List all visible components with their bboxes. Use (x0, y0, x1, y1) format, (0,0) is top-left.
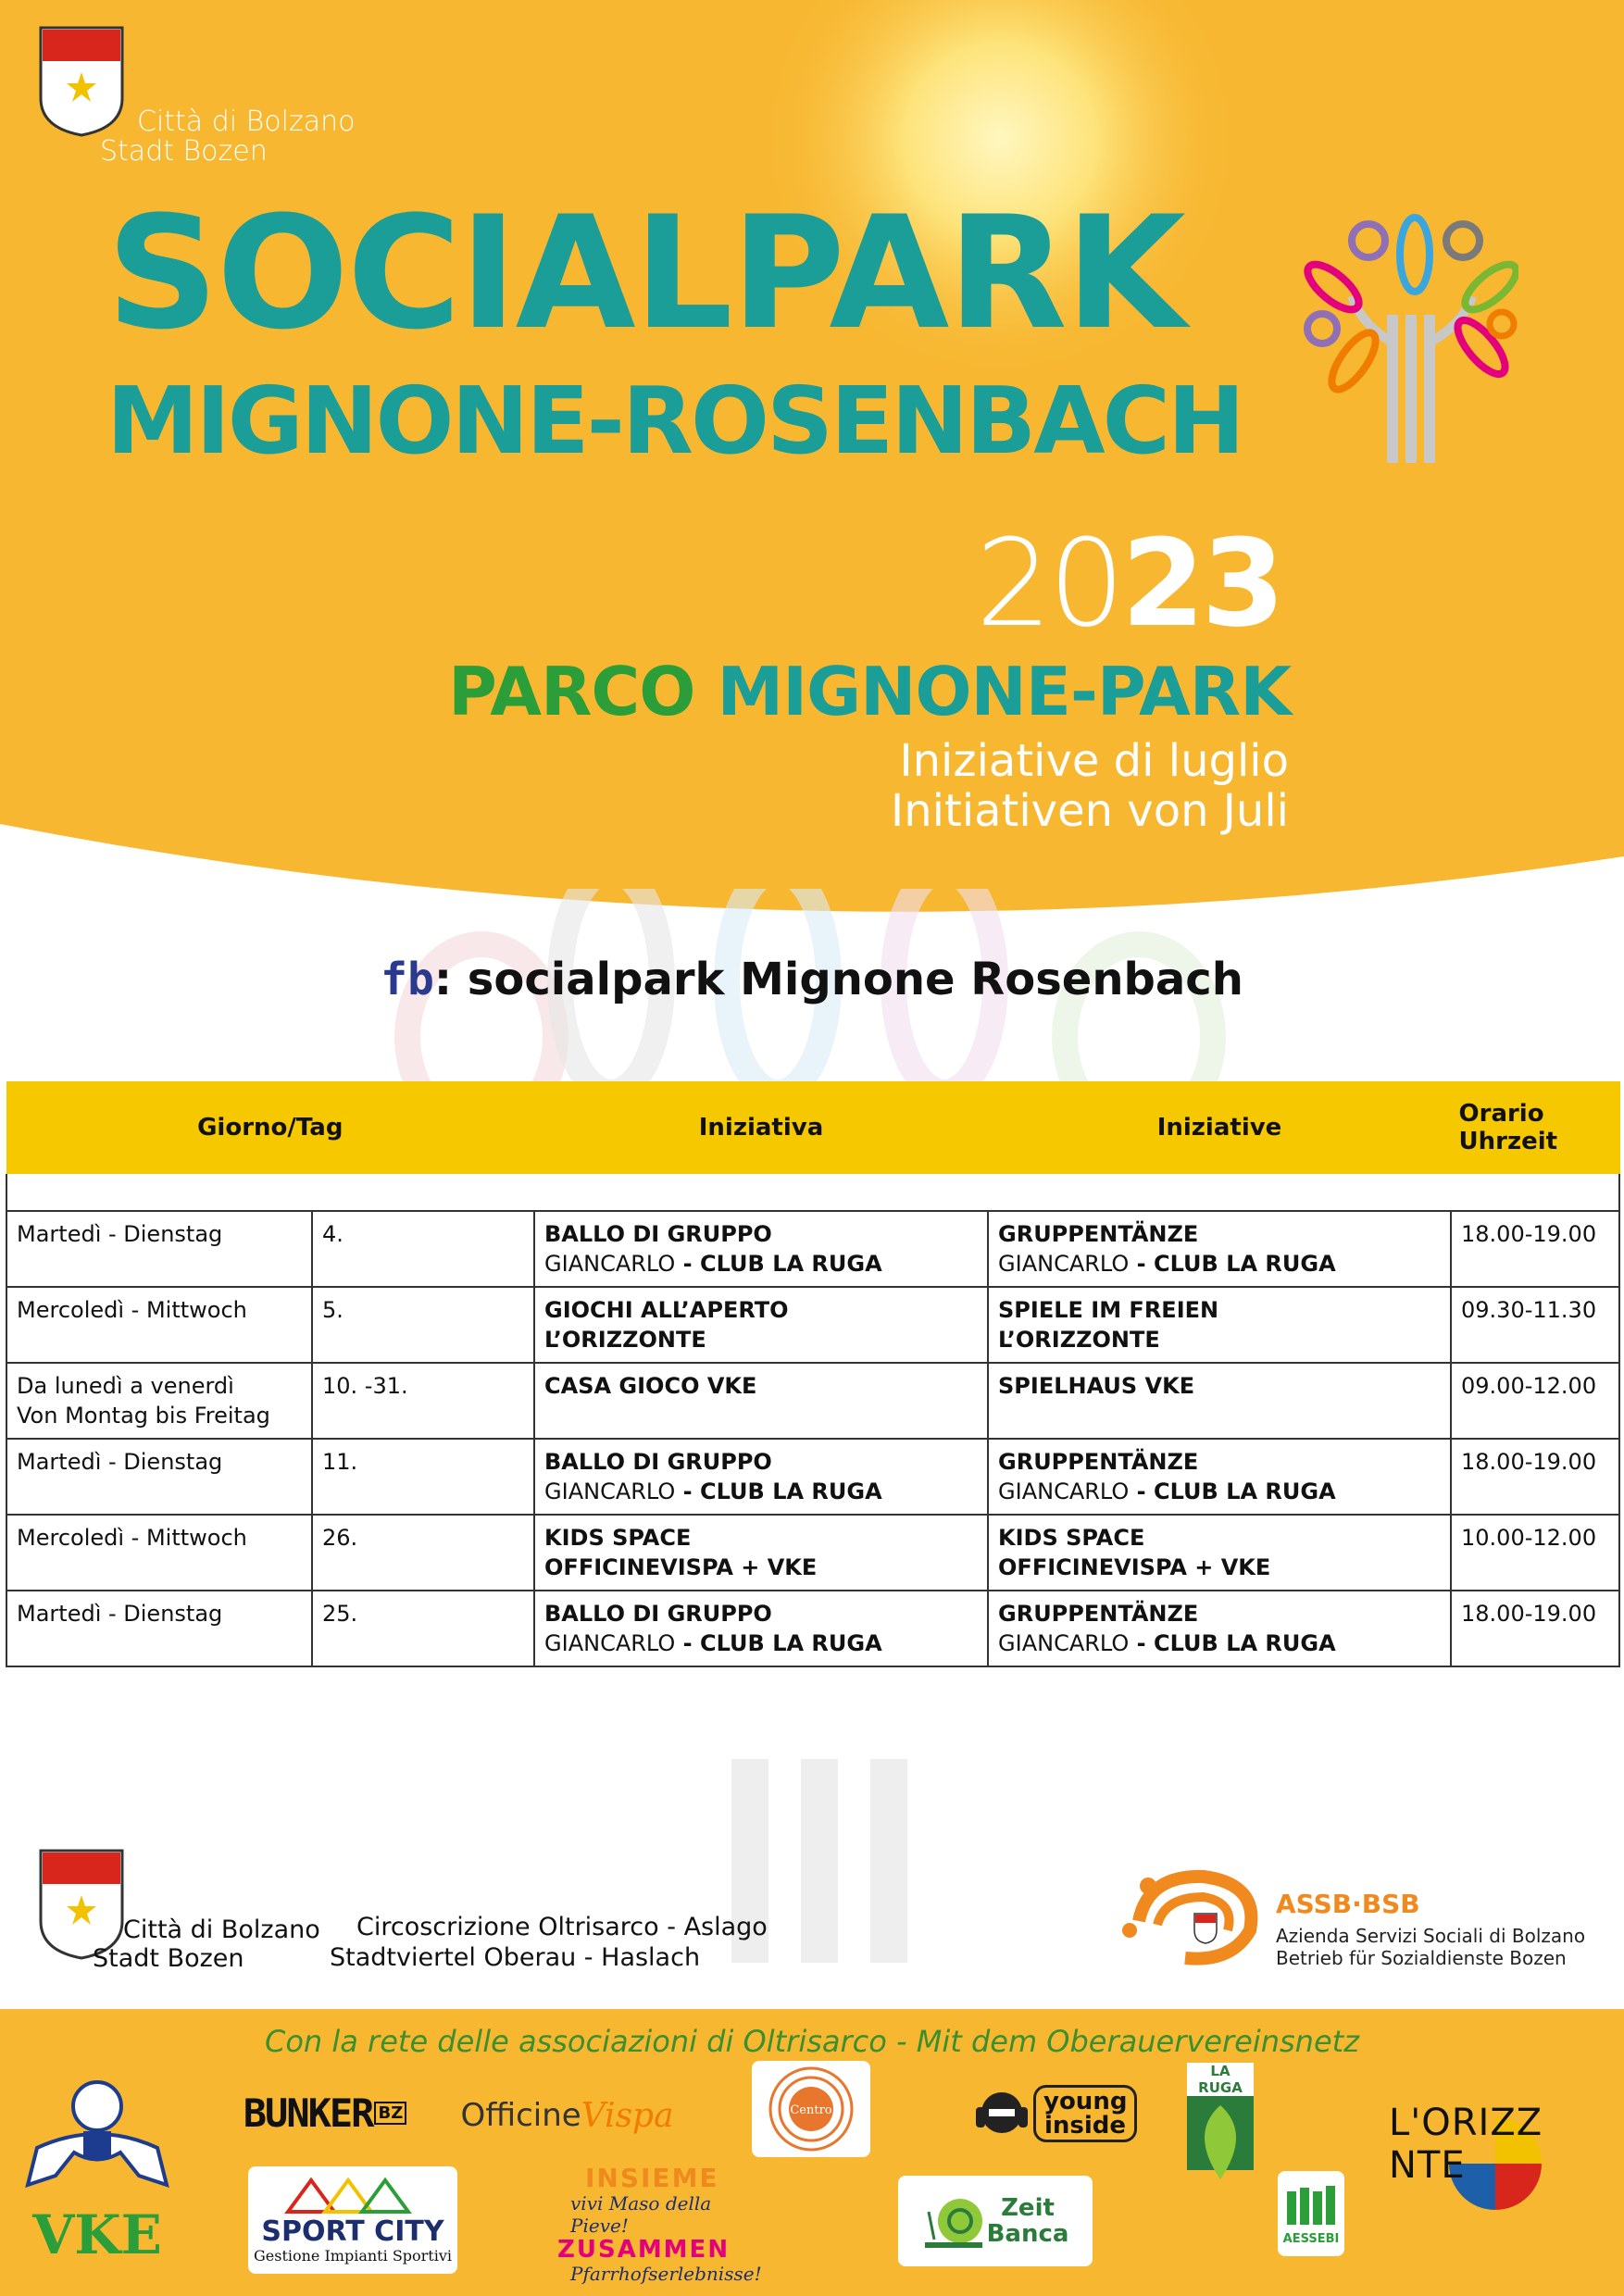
cell-initiative-it: KIDS SPACE OFFICINEVISPA + VKE (534, 1515, 988, 1591)
cell-date: 5. (312, 1287, 534, 1363)
cell-initiative-de: GRUPPENTÄNZE GIANCARLO - CLUB LA RUGA (988, 1591, 1451, 1666)
cell-day: Mercoledì - Mittwoch (6, 1515, 312, 1591)
header-day: Giorno/Tag (6, 1081, 534, 1174)
table-row (6, 1211, 1619, 1287)
socialpark-tree-logo-icon (1296, 213, 1518, 463)
header-city-de: Stadt Bozen (100, 135, 268, 168)
cell-date: 4. (312, 1211, 534, 1287)
centro-circles-icon (760, 2065, 862, 2153)
header-initiative-it: Iniziativa (534, 1081, 988, 1174)
headphones-icon (974, 2081, 1030, 2146)
cell-initiative-de: KIDS SPACE OFFICINEVISPA + VKE (988, 1515, 1451, 1591)
schedule-table (6, 1081, 1620, 1667)
city-crest-icon (37, 24, 126, 139)
cell-time: 18.00-19.00 (1451, 1211, 1619, 1287)
cell-initiative-it: CASA GIOCO VKE (534, 1363, 988, 1439)
triangles-icon (269, 2177, 436, 2214)
snail-icon (921, 2184, 986, 2258)
cell-initiative-it: BALLO DI GRUPPO GIANCARLO - CLUB LA RUGA (534, 1439, 988, 1515)
cell-time: 18.00-19.00 (1451, 1591, 1619, 1666)
sport-city-logo: SPORT CITY Gestione Impianti Sportivi (248, 2166, 457, 2274)
cell-date: 11. (312, 1439, 534, 1515)
year: 2023 (975, 513, 1281, 654)
assb-it: Azienda Servizi Sociali di Bolzano (1276, 1925, 1586, 1947)
assb-name: ASSB·BSB (1276, 1889, 1420, 1919)
cell-initiative-it: BALLO DI GRUPPO GIANCARLO - CLUB LA RUGA (534, 1591, 988, 1666)
cell-initiative-de: GRUPPENTÄNZE GIANCARLO - CLUB LA RUGA (988, 1211, 1451, 1287)
cell-initiative-it: GIOCHI ALL’APERTO L’ORIZZONTE (534, 1287, 988, 1363)
cell-initiative-de: SPIELE IM FREIEN L’ORIZZONTE (988, 1287, 1451, 1363)
bunker-logo: BUNKER BZ (243, 2079, 407, 2146)
aessebi-logo: AESSEBI (1278, 2171, 1344, 2256)
table-row (6, 1363, 1619, 1439)
cell-day: Martedì - Dienstag (6, 1211, 312, 1287)
cell-time: 09.30-11.30 (1451, 1287, 1619, 1363)
cell-day: Mercoledì - Mittwoch (6, 1287, 312, 1363)
cell-date: 26. (312, 1515, 534, 1591)
table-header-row (6, 1081, 1619, 1174)
table-row (6, 1591, 1619, 1666)
assb-de: Betrieb für Sozialdienste Bozen (1276, 1947, 1567, 1969)
cell-time: 18.00-19.00 (1451, 1439, 1619, 1515)
cell-initiative-de: SPIELHAUS VKE (988, 1363, 1451, 1439)
vke-figure-icon (9, 2074, 185, 2203)
network-line: Con la rete delle associazioni di Oltrisarco - Mit dem Oberauervereinsnetz (265, 2024, 1359, 2059)
cell-time: 09.00-12.00 (1451, 1363, 1619, 1439)
footer-district-it: Circoscrizione Oltrisarco - Aslago (356, 1913, 768, 1941)
facebook-line[interactable]: fb: socialpark Mignone Rosenbach (381, 954, 1243, 1005)
books-icon (1283, 2182, 1339, 2228)
table-row (6, 1439, 1619, 1515)
la-ruga-logo: LA RUGA (1187, 2063, 1254, 2170)
park-name: PARCO MIGNONE-PARK (448, 653, 1291, 730)
insieme-zusammen-logo: INSIEME vivi Maso della Pieve! ZUSAMMEN Pfarrhofserlebnisse! (557, 2163, 762, 2285)
zeitbank-logo: Zeit Banca (898, 2176, 1093, 2266)
young-inside-logo: young inside (968, 2074, 1143, 2153)
footer-district-de: Stadtviertel Oberau - Haslach (330, 1943, 701, 1972)
cell-date: 10. -31. (312, 1363, 534, 1439)
header-city-it: Città di Bolzano (137, 106, 356, 138)
title-mignone-rosenbach: MIGNONE-ROSENBACH (106, 367, 1243, 475)
vke-logo: VKE (9, 2074, 185, 2268)
cell-day: Martedì - Dienstag (6, 1439, 312, 1515)
orizzonte-logo: L'ORIZZ NTE (1389, 2102, 1583, 2231)
table-row (6, 1287, 1619, 1363)
cell-day: Martedì - Dienstag (6, 1591, 312, 1666)
assb-logo-icon (1120, 1866, 1273, 1967)
subtitle-de: Initiativen von Juli (891, 785, 1289, 837)
officine-vispa-logo: Officine Vispa (460, 2096, 674, 2135)
svg-text:Centro: Centro (790, 2103, 832, 2117)
table-row (6, 1515, 1619, 1591)
subtitle-it: Iniziative di luglio (899, 735, 1289, 787)
title-socialpark: SOCIALPARK (106, 182, 1184, 364)
centro-logo (752, 2061, 870, 2157)
footer-city-it: Città di Bolzano (123, 1915, 320, 1944)
header-time: Orario Uhrzeit (1451, 1081, 1619, 1174)
leaf-icon (1187, 2096, 1254, 2185)
header-initiative-de: Iniziative (988, 1081, 1451, 1174)
cell-initiative-it: BALLO DI GRUPPO GIANCARLO - CLUB LA RUGA (534, 1211, 988, 1287)
cell-date: 25. (312, 1591, 534, 1666)
cell-time: 10.00-12.00 (1451, 1515, 1619, 1591)
footer-city-de: Stadt Bozen (93, 1944, 244, 1973)
cell-day: Da lunedì a venerdì Von Montag bis Freitag (6, 1363, 312, 1439)
table-spacer-row (6, 1174, 1619, 1211)
cell-initiative-de: GRUPPENTÄNZE GIANCARLO - CLUB LA RUGA (988, 1439, 1451, 1515)
